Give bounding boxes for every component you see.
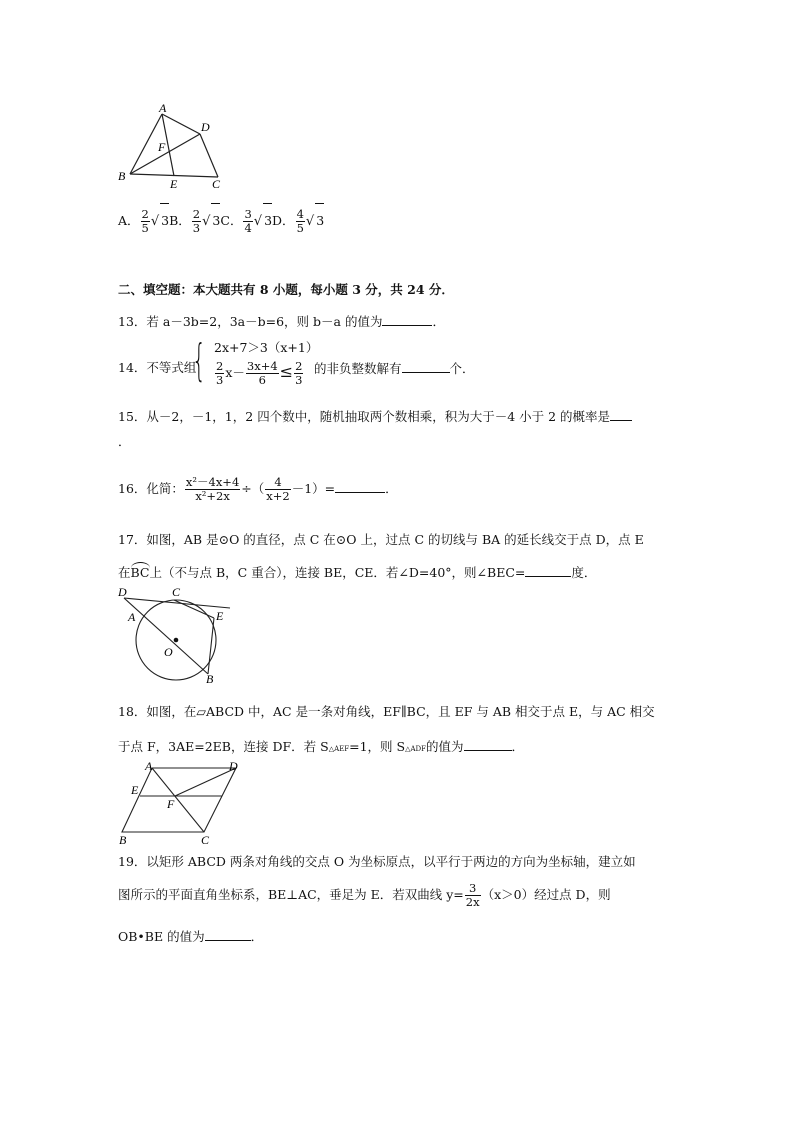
q14-brace: { (192, 335, 206, 386)
question-17-line-2 (118, 564, 596, 581)
q14-inequality-1: 2x+7＞3（x+1） (214, 340, 319, 355)
option-b-radicand: 3 (211, 203, 220, 238)
q19-fraction: $\frac{3}{2x}$ (465, 881, 480, 909)
q14-suffix-wrap (314, 360, 475, 377)
segment-ce (174, 600, 214, 618)
segment-dc (200, 134, 218, 177)
q18-pre: 于点 F，3AE=2EB，连接 DF．若 S (118, 739, 329, 754)
option-a-label: A． (118, 213, 140, 228)
question-19-line-2 (118, 878, 611, 912)
question-15 (118, 408, 632, 425)
label-a: A (159, 101, 167, 115)
label-e: E (131, 783, 139, 797)
option-a-fraction: $\frac{2}{5}$ (141, 207, 149, 235)
label-b: B (118, 169, 126, 183)
q18-end: ． (511, 739, 525, 754)
segment-eb (208, 618, 214, 674)
q19-post: （x＞0）经过点 D，则 (481, 887, 611, 902)
segment-ad (162, 114, 200, 134)
q18-mid: =1，则 S (349, 739, 406, 754)
option-c-radicand: 3 (263, 203, 272, 238)
option-d-radicand: 3 (315, 203, 324, 238)
figure-parallelogram-q18 (112, 756, 252, 848)
option-c-fraction: $\frac{3}{4}$ (244, 207, 252, 235)
label-b: B (119, 833, 127, 847)
q18-post: 的值为 (426, 739, 464, 754)
q14-inequality-2: $\frac{2}{3}$ x－ $\frac{3x+4}{6}$ ≤ $\frac{2}{3}$ (216, 359, 303, 387)
segment-df (175, 768, 236, 796)
option-d-fraction: $\frac{4}{5}$ (296, 207, 304, 235)
q16-end: ． (385, 481, 398, 496)
label-f: F (167, 797, 175, 811)
q12-options: A． $\frac{2}{5}$ √ 3B． $\frac{2}{3}$ √ 3C． $\frac{3}{4}$ √ 3D． $\frac{4}{5}$ √ 3 (118, 203, 324, 239)
q16-rest: －1）= (291, 481, 336, 496)
option-b-fraction: $\frac{2}{3}$ (192, 207, 201, 235)
label-c: C (201, 833, 210, 847)
label-c: C (212, 177, 221, 191)
option-c-label: C． (220, 213, 243, 228)
figure-circle-q17 (112, 584, 242, 686)
label-d: D (118, 585, 127, 599)
q18-answer-blank[interactable] (464, 738, 512, 751)
label-o: O (164, 645, 173, 659)
question-18-line-1: 18．如图，在▱ABCD 中，AC 是一条对角线，EF∥BC，且 EF 与 AB 相交于点 E，与 AC 相交 (118, 704, 655, 719)
question-19-line-3 (118, 928, 263, 945)
q17-post: 上（不与点 B，C 重合），连接 BE，CE．若∠D=40°，则∠BEC= (149, 565, 526, 580)
q17-pre: 在 (118, 565, 131, 580)
diagonal-ac (152, 768, 204, 832)
option-a-radicand: 3 (160, 203, 169, 238)
label-c: C (172, 585, 181, 599)
section2-heading: 二、填空题：本大题共有 8 小题，每小题 3 分，共 24 分． (118, 282, 454, 297)
figure-triangle-q12 (112, 100, 232, 195)
q15-answer-blank[interactable] (610, 408, 632, 421)
q19-answer-blank[interactable] (205, 928, 251, 941)
label-e: E (170, 177, 178, 191)
label-d: D (201, 120, 210, 134)
q16-div: ÷（ (241, 481, 265, 496)
q16-answer-blank[interactable] (335, 480, 385, 493)
q17-end: 度． (571, 565, 597, 580)
q14-suffix: 的非负整数解有 (314, 361, 402, 376)
label-a: A (145, 759, 153, 773)
q13-answer-blank[interactable] (382, 313, 432, 326)
q16-prefix: 16．化简： (118, 481, 184, 496)
option-d-label: D． (272, 213, 295, 228)
center-point-o (174, 638, 179, 643)
label-d: D (229, 759, 238, 773)
question-16 (118, 470, 398, 508)
question-17-line-1: 17．如图，AB 是⊙O 的直径，点 C 在⊙O 上，过点 C 的切线与 BA 的延长线交于点 D，点 E (118, 532, 644, 547)
q19-end: ． (250, 929, 264, 944)
q14-prefix: 14．不等式组 (118, 360, 197, 375)
q13-end: ． (432, 314, 445, 329)
q18-sub-adf: △ADF (405, 745, 426, 753)
q16-fraction-2: $\frac{4}{x+2}$ (266, 475, 290, 503)
q16-fraction-1: $\frac{\text{x²－4x+4}}{\text{x²+2x}}$ (185, 475, 240, 503)
q13-text: 13．若 a－3b=2，3a－b=6，则 b－a 的值为 (118, 314, 383, 329)
q15-end: ． (118, 434, 131, 449)
label-f: F (158, 140, 166, 154)
q14-answer-blank[interactable] (402, 360, 450, 373)
q15-text: 15．从－2，－1，1，2 四个数中，随机抽取两个数相乘，积为大于－4 小于 2 的概率是 (118, 409, 611, 424)
q19-pre: 图所示的平面直角坐标系，BE⊥AC，垂足为 E．若双曲线 y= (118, 887, 464, 902)
label-a: A (128, 610, 136, 624)
question-18-line-2 (118, 738, 524, 757)
option-b-label: B． (169, 213, 191, 228)
q17-arc-bc: BC (130, 565, 150, 580)
label-e: E (216, 609, 224, 623)
q18-sub-aef: △AEF (328, 745, 350, 753)
parallelogram-abcd (122, 768, 236, 832)
question-13 (118, 313, 445, 330)
q17-answer-blank[interactable] (525, 564, 571, 577)
label-b: B (206, 672, 214, 686)
q14-end: 个． (449, 361, 475, 376)
question-19-line-1: 19．以矩形 ABCD 两条对角线的交点 O 为坐标原点，以平行于两边的方向为坐标轴，建立如 (118, 854, 636, 869)
q19-line-3-text: OB•BE 的值为 (118, 929, 205, 944)
